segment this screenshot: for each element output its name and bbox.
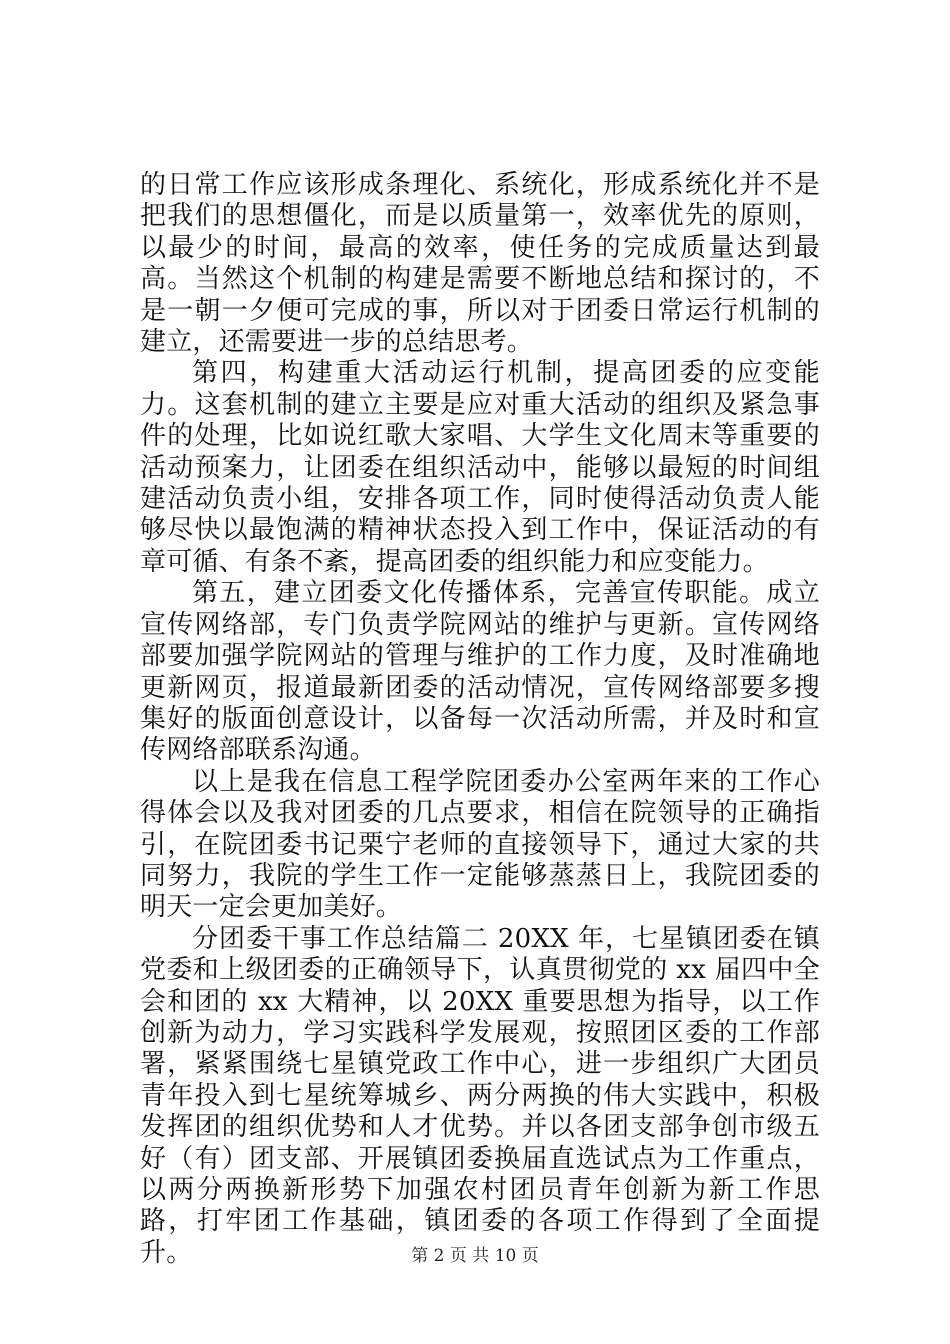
page-number-footer: 第 2 页 共 10 页 xyxy=(411,1246,539,1266)
paragraph-continuation: 的日常工作应该形成条理化、系统化，形成系统化并不是把我们的思想僵化，而是以质量第一，效率优先的原则，以最少的时间，最高的效率，使任务的完成质量达到最高。当然这个机制的构建是需要不断地总结和探讨的，不是一朝一夕便可完成的事，所以对于团委日常运行机制的建立，还需要进一步的总结思考。 xyxy=(140,170,820,358)
document-body xyxy=(140,170,820,1269)
paragraph-summary-two: 分团委干事工作总结篇二 20XX 年，七星镇团委在镇党委和上级团委的正确领导下，认真贯彻党的 xx 届四中全会和团的 xx 大精神，以 20XX 重要思想为指导，以工作创新为动力，学习实践科学发展观，按照团区委的工作部署，紧紧围绕七星镇党政工作中心，进一步组织广大团员青年投入到七星统筹城乡、两分两换的伟大实践中，积极发挥团的组织优势和人才优势。并以各团支部争创市级五好（有）团支部、开展镇团委换届直选试点为工作重点，以两分两换新形势下加强农村团员青年创新为新工作思路，打牢团工作基础，镇团委的各项工作得到了全面提升。 xyxy=(140,923,820,1268)
paragraph-conclusion: 以上是我在信息工程学院团委办公室两年来的工作心得体会以及我对团委的几点要求，相信在院领导的正确指引，在院团委书记栗宁老师的直接领导下，通过大家的共同努力，我院的学生工作一定能够蒸蒸日上，我院团委的明天一定会更加美好。 xyxy=(140,766,820,923)
paragraph-fifth-point: 第五，建立团委文化传播体系，完善宣传职能。成立宣传网络部，专门负责学院网站的维护与更新。宣传网络部要加强学院网站的管理与维护的工作力度，及时准确地更新网页，报道最新团委的活动情况，宣传网络部要多搜集好的版面创意设计，以备每一次活动所需，并及时和宣传网络部联系沟通。 xyxy=(140,578,820,766)
paragraph-fourth-point: 第四，构建重大活动运行机制，提高团委的应变能力。这套机制的建立主要是应对重大活动的组织及紧急事件的处理，比如说红歌大家唱、大学生文化周末等重要的活动预案力，让团委在组织活动中，能够以最短的时间组建活动负责小组，安排各项工作，同时使得活动负责人能够尽快以最饱满的精神状态投入到工作中，保证活动的有章可循、有条不紊，提高团委的组织能力和应变能力。 xyxy=(140,358,820,577)
